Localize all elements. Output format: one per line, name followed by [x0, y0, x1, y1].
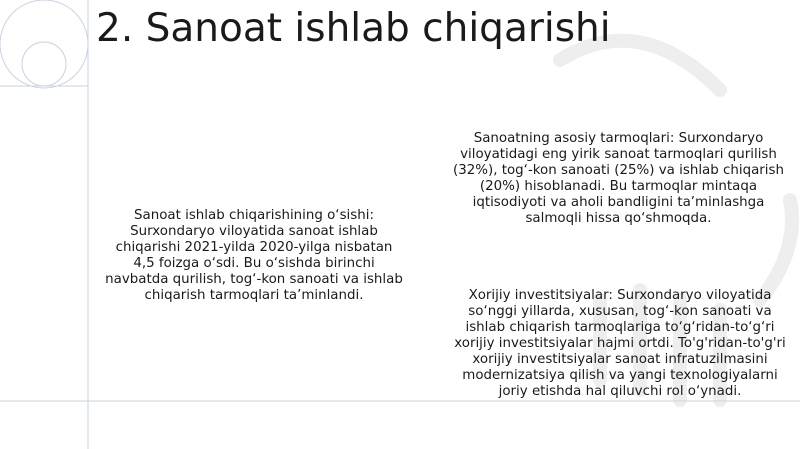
small-circle [22, 42, 66, 86]
text-block-growth: Sanoat ishlab chiqarishining o‘sishi: Surxondaryo viloyatida sanoat ishlab chiqarishi 2021-yilda 2020-yilga nisbatan 4,5 foizga o‘sdi. Bu o‘sishda birinchi navbatda qurilish, tog‘-kon sanoati va ishlab chiqarish tarmoqlari ta’minlandi. [105, 208, 403, 303]
text-block-foreign-investment: Xorijiy investitsiyalar: Surxondaryo viloyatida so‘nggi yillarda, xususan, tog‘-kon sanoati va ishlab chiqarish tarmoqlariga to‘g‘ridan-to‘g‘ri xorijiy investitsiyalar hajmi ortdi. To'g'ridan-to'g'ri xorijiy investitsiyalar sanoat infratuzilmasini modernizatsiya qilish va yangi texnologiyalarni joriy etishda hal qiluvchi rol o‘ynadi. [454, 288, 786, 399]
slide-title: 2. Sanoat ishlab chiqarishi [96, 6, 611, 51]
large-circle [0, 0, 88, 88]
text-block-main-sectors: Sanoatning asosiy tarmoqlari: Surxondaryo viloyatidagi eng yirik sanoat tarmoqlari qurilish (32%), tog‘-kon sanoati (25%) va ishlab chiqarish (20%) hisoblanadi. Bu tarmoqlar mintaqa iqtisodiyoti va aholi bandligini ta’minlashga salmoqli hissa qo‘shmoqda. [453, 131, 784, 226]
